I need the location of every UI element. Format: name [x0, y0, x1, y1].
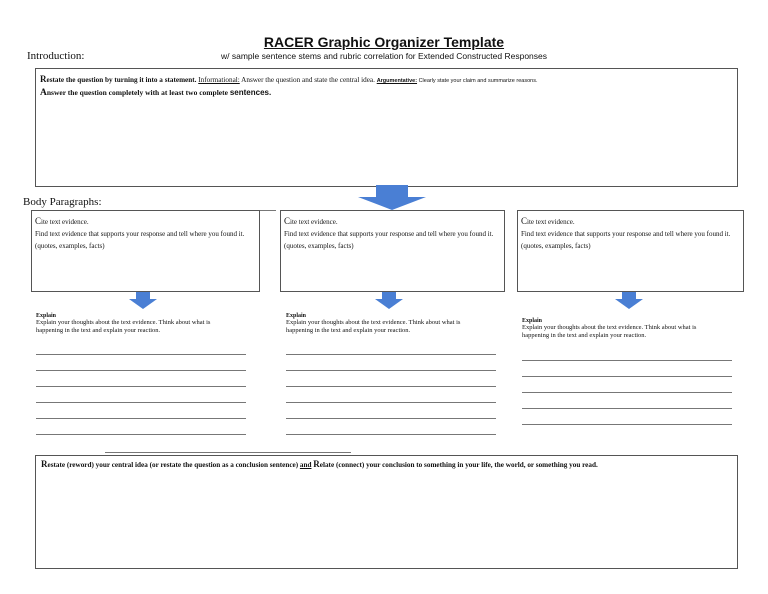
- down-arrow-icon: [614, 292, 644, 310]
- writing-line[interactable]: [522, 408, 732, 409]
- explain-block-3: [522, 318, 747, 340]
- explain-instruction: Explain your thoughts about the text evidence. Think about what is happening in the text and explain your reaction.: [36, 319, 211, 334]
- writing-line[interactable]: [286, 402, 496, 403]
- writing-line[interactable]: [286, 354, 496, 355]
- restate-instruction: estate the question by turning it into a statement.: [46, 76, 197, 84]
- explain-instruction: Explain your thoughts about the text evidence. Think about what is happening in the text and explain your reaction.: [286, 319, 461, 334]
- cite-title: ite text evidence.: [290, 218, 338, 226]
- page-subtitle: w/ sample sentence stems and rubric correlation for Extended Constructed Responses: [221, 51, 547, 61]
- explain-block-2: [286, 313, 511, 335]
- cite-title: ite text evidence.: [527, 218, 575, 226]
- cite-initial: C: [521, 216, 528, 226]
- down-arrow-icon: [374, 292, 404, 310]
- writing-line[interactable]: [286, 434, 496, 435]
- page-title: RACER Graphic Organizer Template: [263, 34, 505, 50]
- cite-examples: (quotes, examples, facts): [284, 242, 354, 250]
- argumentative-label: Argumentative:: [376, 78, 418, 84]
- conclusion-box[interactable]: [35, 455, 738, 569]
- writing-line[interactable]: [286, 386, 496, 387]
- argumentative-text: Clearly state your claim and summarize reasons.: [418, 78, 538, 84]
- introduction-instructions: [40, 74, 537, 84]
- introduction-label: Introduction:: [27, 50, 85, 62]
- cite-title: ite text evidence.: [41, 218, 89, 226]
- cite-box-2[interactable]: [280, 210, 505, 292]
- writing-lines-2[interactable]: [286, 354, 496, 435]
- cite-examples: (quotes, examples, facts): [35, 242, 105, 250]
- explain-heading: Explain: [522, 318, 543, 324]
- cite-instruction: Find text evidence that supports your response and tell where you found it.: [35, 230, 245, 238]
- writing-line[interactable]: [286, 370, 496, 371]
- writing-line[interactable]: [36, 434, 246, 435]
- restate-initial: R: [41, 459, 48, 469]
- relate-initial: R: [313, 459, 320, 469]
- explain-block-1: [36, 313, 266, 335]
- cite-initial: C: [284, 216, 291, 226]
- writing-line[interactable]: [522, 392, 732, 393]
- restate-instruction: estate (reword) your central idea (or restate the question as a conclusion sentence): [47, 461, 299, 469]
- writing-line[interactable]: [36, 402, 246, 403]
- down-arrow-icon: [356, 185, 428, 211]
- writing-line[interactable]: [36, 370, 246, 371]
- cite-instruction: Find text evidence that supports your response and tell where you found it.: [521, 230, 731, 238]
- answer-instructions: [40, 88, 271, 98]
- conclusion-rule: [105, 452, 351, 453]
- writing-line[interactable]: [522, 424, 732, 425]
- down-arrow-icon: [128, 292, 158, 310]
- introduction-box[interactable]: [35, 68, 738, 187]
- answer-instruction: nswer the question completely with at least two complete: [46, 88, 228, 97]
- explain-heading: Explain: [36, 313, 57, 319]
- and-word: and: [299, 461, 312, 469]
- conclusion-instructions: [41, 459, 598, 469]
- explain-instruction: Explain your thoughts about the text evidence. Think about what is happening in the text and explain your reaction.: [522, 324, 697, 339]
- writing-line[interactable]: [286, 418, 496, 419]
- writing-line[interactable]: [36, 418, 246, 419]
- writing-line[interactable]: [36, 386, 246, 387]
- cite-box-1[interactable]: [31, 210, 260, 292]
- cite-initial: C: [35, 216, 42, 226]
- explain-heading: Explain: [286, 313, 307, 319]
- writing-line[interactable]: [522, 360, 732, 361]
- cite-instruction: Find text evidence that supports your response and tell where you found it.: [284, 230, 494, 238]
- writing-line[interactable]: [36, 354, 246, 355]
- informational-label: Informational:: [198, 76, 240, 84]
- restate-initial: R: [40, 74, 47, 84]
- writing-lines-1[interactable]: [36, 354, 246, 435]
- cite-examples: (quotes, examples, facts): [521, 242, 591, 250]
- relate-instruction: elate (connect) your conclusion to something in your life, the world, or something you read.: [319, 461, 598, 469]
- informational-text: Answer the question and state the central idea.: [241, 76, 375, 84]
- cite-box-3[interactable]: [517, 210, 744, 292]
- body-paragraphs-label: Body Paragraphs:: [23, 196, 102, 208]
- writing-lines-3[interactable]: [522, 360, 732, 440]
- writing-line[interactable]: [522, 376, 732, 377]
- answer-instruction-last: sentences.: [229, 88, 272, 97]
- answer-initial: A: [40, 88, 47, 98]
